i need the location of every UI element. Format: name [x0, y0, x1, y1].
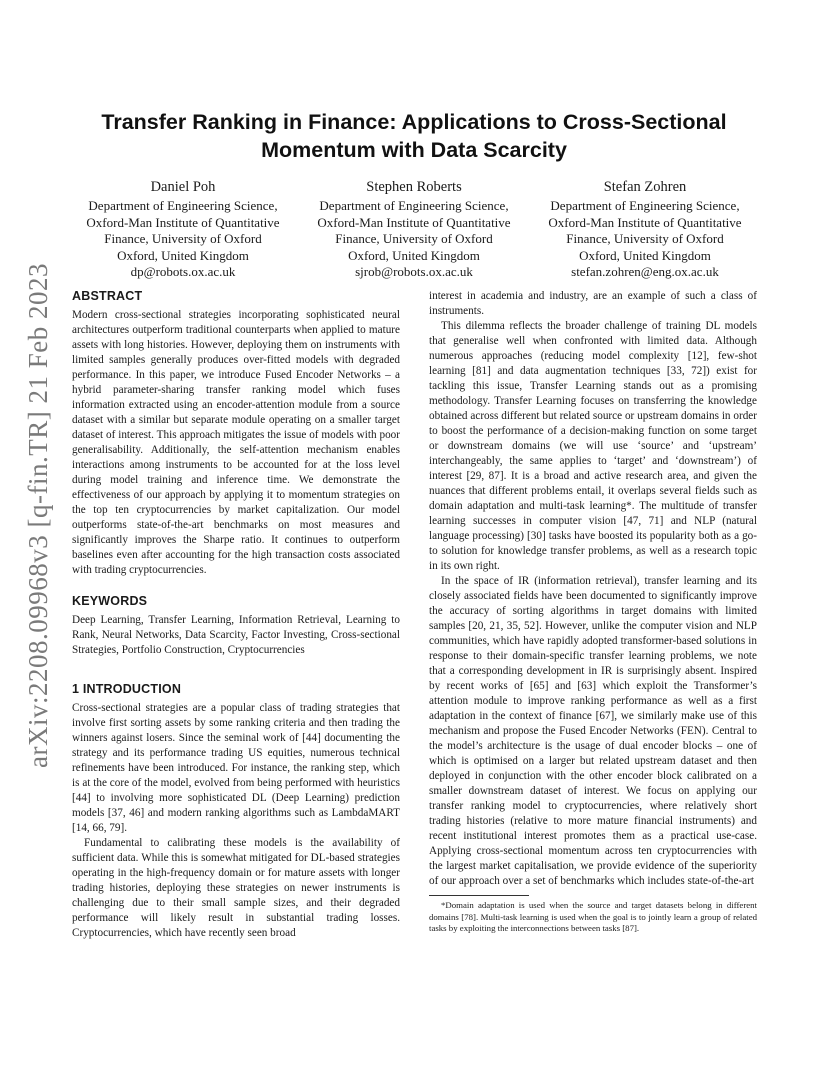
author-institute: Oxford-Man Institute of Quantitative	[317, 214, 511, 230]
author-university: Finance, University of Oxford	[104, 231, 262, 246]
author-poh	[72, 178, 294, 281]
author-name: Stephen Roberts	[366, 179, 462, 195]
author-department: Department of Engineering Science,	[550, 198, 740, 213]
abstract-text: Modern cross-sectional strategies incorporating sophisticated neural architectures outperform traditional counterparts when applied to mature assets with long histories. However, deploying them on instruments with limited samples generally produces over-fitted models with degraded performance. In this paper, we introduce Fused Encoder Networks – a hybrid parameter-sharing transfer ranking model which fuses information extracted using an encoder-attention module from a source dataset with a similar but separate module operating on a smaller target dataset of interest. This approach mitigates the issue of models with poor generalisability. Additionally, the self-attention mechanism enables interactions among instruments to be accounted for at the loss level during model training and inference time. We demonstrate the effectiveness of our approach by applying it to momentum strategies on the top ten cryptocurrencies by market capitalization. Our model outperforms state-of-the-art benchmarks on most measures and significantly improves the Sharpe ratio. It continues to outperform baselines even after accounting for the high transaction costs associated with trading cryptocurrencies.	[72, 309, 400, 576]
author-name: Daniel Poh	[150, 179, 216, 195]
left-column	[72, 289, 400, 941]
author-email: stefan.zohren@eng.ox.ac.uk	[571, 264, 719, 279]
title-line-1: Transfer Ranking in Finance: Applications to Cross-Sectional	[101, 110, 727, 134]
paper-title	[72, 108, 756, 164]
author-department: Department of Engineering Science,	[88, 198, 278, 213]
footnote: *Domain adaptation is used when the source and target datasets belong in different domains [78]. Multi-task learning is used when the goal is to jointly learn a group of related tasks by exploiting the interconnections between tasks [87].	[429, 900, 757, 933]
author-institute: Oxford-Man Institute of Quantitative	[86, 214, 280, 230]
author-location: Oxford, United Kingdom	[348, 247, 480, 263]
author-email: sjrob@robots.ox.ac.uk	[355, 264, 473, 279]
author-name: Stefan Zohren	[603, 179, 687, 195]
introduction-paragraph-1: Cross-sectional strategies are a popular class of trading strategies that involve first sorting assets by some ranking criteria and then trading the winners against losers. Since the seminal work of [44] documenting the strategy and its performance trading US equities, numerous technical refinements have been introduced. For instance, the ranking step, which is at the core of the model, evolved from being performed with heuristics [44] to involving more sophisticated DL (Deep Learning) prediction models [37, 46] and modern ranking algorithms such as LambdaMART [14, 66, 79].	[72, 702, 400, 834]
author-location: Oxford, United Kingdom	[117, 247, 249, 263]
author-block	[72, 178, 756, 281]
author-institute: Oxford-Man Institute of Quantitative	[548, 214, 742, 230]
introduction-heading: 1 INTRODUCTION	[72, 682, 182, 696]
author-university: Finance, University of Oxford	[335, 231, 493, 246]
right-column	[429, 289, 757, 935]
introduction-paragraph-2: Fundamental to calibrating these models is the availability of sufficient data. While this is somewhat mitigated for DL-based strategies operating in the high-frequency domain or for mature assets with longer trading histories, deploying these strategies on newer instruments is challenging due to their small sample sizes, and their degraded performance will likely result in substantial trading losses. Cryptocurrencies, which have recently seen broad	[72, 837, 400, 939]
abstract-heading: ABSTRACT	[72, 289, 143, 303]
arxiv-identifier-text: arXiv:2208.09968v3 [q-fin.TR] 21 Feb 2023	[22, 262, 53, 768]
continued-paragraph: interest in academia and industry, are an example of such a class of instruments.	[429, 290, 757, 317]
author-email: dp@robots.ox.ac.uk	[130, 264, 236, 279]
author-location: Oxford, United Kingdom	[579, 247, 711, 263]
author-department: Department of Engineering Science,	[319, 198, 509, 213]
information-retrieval-paragraph: In the space of IR (information retrieval), transfer learning and its closely associated fields have been documented to significantly improve the accuracy of sorting algorithms in target domains with limited samples [20, 21, 35, 52]. However, unlike the computer vision and NLP communities, which have rapidly adopted transformer-based solutions in response to their domain-specific transfer learning problems, we note that a corresponding development in IR is surprisingly absent. Inspired by recent works of [65] and [63] which exploit the Transformer’s attention module to improve ranking performance as well as a first adaptation in the context of finance [67], we similarly make use of this mechanism and propose the Fused Encoder Networks (FEN). Central to the model’s architecture is the usage of dual encoder blocks – one of which is optimised on a larger but related upstream dataset and then deployed in conjunction with the other encoder block calibrated on a smaller downstream dataset of interest. We focus on applying our transfer ranking model to cryptocurrencies, where relatively short trading histories (relative to more mature financial instruments) and recent institutional interest promotes them as a practical use-case. Applying cross-sectional momentum across ten cryptocurrencies with the largest market capitalisation, we provide evidence of the superiority of our approach over a set of benchmarks which includes state-of-the-art	[429, 575, 757, 887]
arxiv-identifier	[18, 262, 58, 768]
title-line-2: Momentum with Data Scarcity	[261, 138, 567, 162]
footnote-divider	[429, 895, 529, 896]
keywords-text: Deep Learning, Transfer Learning, Information Retrieval, Learning to Rank, Neural Networks, Data Scarcity, Factor Investing, Cross-sectional Strategies, Portfolio Construction, Cryptocurrencies	[72, 614, 400, 656]
author-university: Finance, University of Oxford	[566, 231, 724, 246]
transfer-learning-paragraph: This dilemma reflects the broader challenge of training DL models that generalise well when confronted with limited data. Although numerous approaches (reducing model complexity [12], few-shot learning [81] and data augmentation techniques [33, 72]) exist for tackling this issue, Transfer Learning stands out as a promising methodology. Transfer Learning focuses on transferring the knowledge obtained across different but related source or upstream domains in order to boost the performance of a decision-making function on some target or downstream domains (we will use ‘source’ and ‘upstream’ interchangeably, the same applies to ‘target’ and ‘downstream’) of interest [29, 87]. It is a broad and active research area, and given the nuances that different problems entail, it overlaps several fields such as domain adaptation and multi-task learning*. The multitude of transfer learning successes in computer vision [47, 71] and NLP (natural language processing) [30] tasks have boosted its popularity both as a go-to solution for knowledge transfer problems, as well as a research topic in its own right.	[429, 320, 757, 572]
keywords-heading: KEYWORDS	[72, 594, 148, 608]
author-zohren	[534, 178, 756, 281]
author-roberts	[303, 178, 525, 281]
